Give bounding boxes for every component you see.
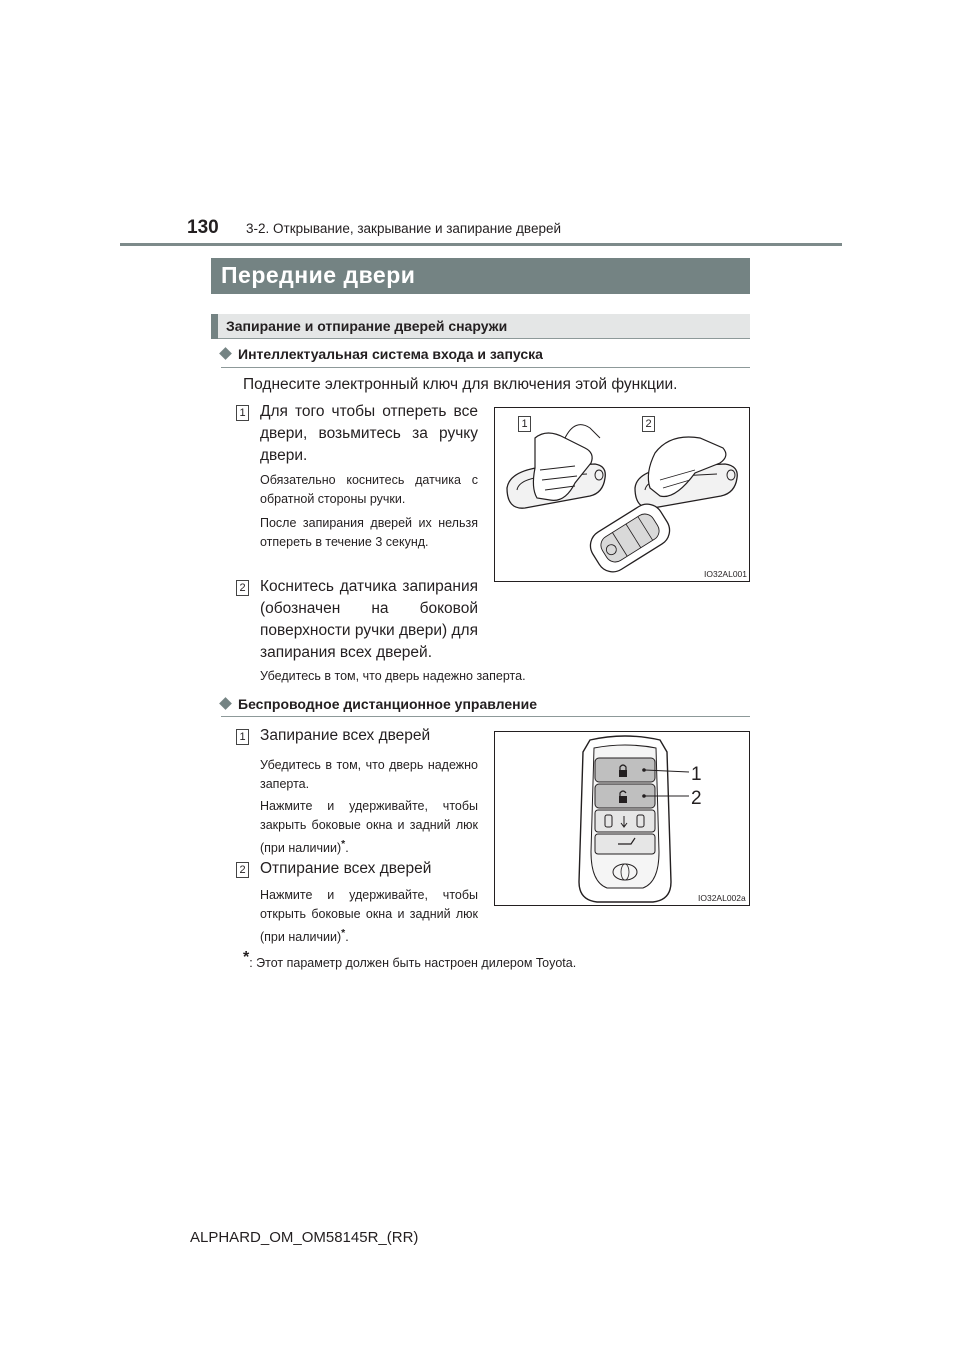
remote-rule	[221, 716, 750, 717]
smart-entry-figure	[494, 407, 750, 582]
remote-heading	[221, 696, 537, 712]
figure-callout: 2	[642, 416, 655, 432]
smart-entry-heading	[221, 346, 543, 362]
diamond-icon	[219, 697, 232, 710]
remote-step1-note1: Убедитесь в том, что дверь надежно заперта.	[260, 758, 478, 791]
page-number: 130	[187, 217, 219, 238]
figure-code: IO32AL001	[704, 569, 748, 579]
footnote: *: Этот параметр должен быть настроен дилером Toyota.	[243, 949, 577, 971]
figure-callout: 1	[691, 764, 702, 785]
section-title-bar	[211, 258, 750, 294]
subsection-accent	[211, 314, 218, 339]
remote-figure	[494, 731, 750, 906]
remote-heading-text: Беспроводное дистанционное управление	[238, 696, 537, 712]
key-fob-illustration	[495, 732, 749, 905]
smart-entry-rule	[221, 367, 750, 368]
remote-step2-note: Нажмите и удерживайте, чтобы открыть боковые окна и задний люк (при наличии)*.	[260, 888, 478, 945]
header-rule	[120, 243, 842, 246]
step-number: 2	[236, 862, 249, 878]
smart-step1-note1: Обязательно коснитесь датчика с обратной стороны ручки.	[260, 473, 478, 506]
figure-callout: 2	[691, 788, 702, 809]
figure-callout: 1	[518, 416, 531, 432]
smart-step1-note2: После запирания дверей их нельзя отпереть в течение 3 секунд.	[260, 516, 478, 549]
document-footer: ALPHARD_OM_OM58145R_(RR)	[190, 1229, 419, 1246]
remote-step2-text: Отпирание всех дверей	[260, 860, 432, 877]
subsection-bar	[211, 314, 750, 339]
diamond-icon	[219, 347, 232, 360]
remote-step1-text: Запирание всех дверей	[260, 727, 431, 744]
door-handle-illustration	[495, 408, 749, 581]
step-number: 2	[236, 580, 249, 596]
step-number: 1	[236, 729, 249, 745]
smart-step1-text: Для того чтобы отпереть все двери, возьмитесь за ручку двери.	[260, 403, 478, 464]
section-title: Передние двери	[221, 262, 416, 288]
remote-step1-note2: Нажмите и удерживайте, чтобы закрыть боковые окна и задний люк (при наличии)*.	[260, 799, 478, 856]
chapter-title: 3-2. Открывание, закрывание и запирание дверей	[246, 221, 562, 236]
step-number: 1	[236, 405, 249, 421]
smart-step2-note: Убедитесь в том, что дверь надежно заперта.	[260, 669, 526, 683]
smart-step2-text: Коснитесь датчика запирания (обозначен на боковой поверхности ручки двери) для запирания всех дверей.	[260, 578, 478, 661]
figure-code: IO32AL002a	[698, 893, 746, 903]
smart-intro: Поднесите электронный ключ для включения этой функции.	[243, 376, 678, 393]
subsection-title: Запирание и отпирание дверей снаружи	[226, 318, 508, 334]
smart-entry-heading-text: Интеллектуальная система входа и запуска	[238, 346, 543, 362]
